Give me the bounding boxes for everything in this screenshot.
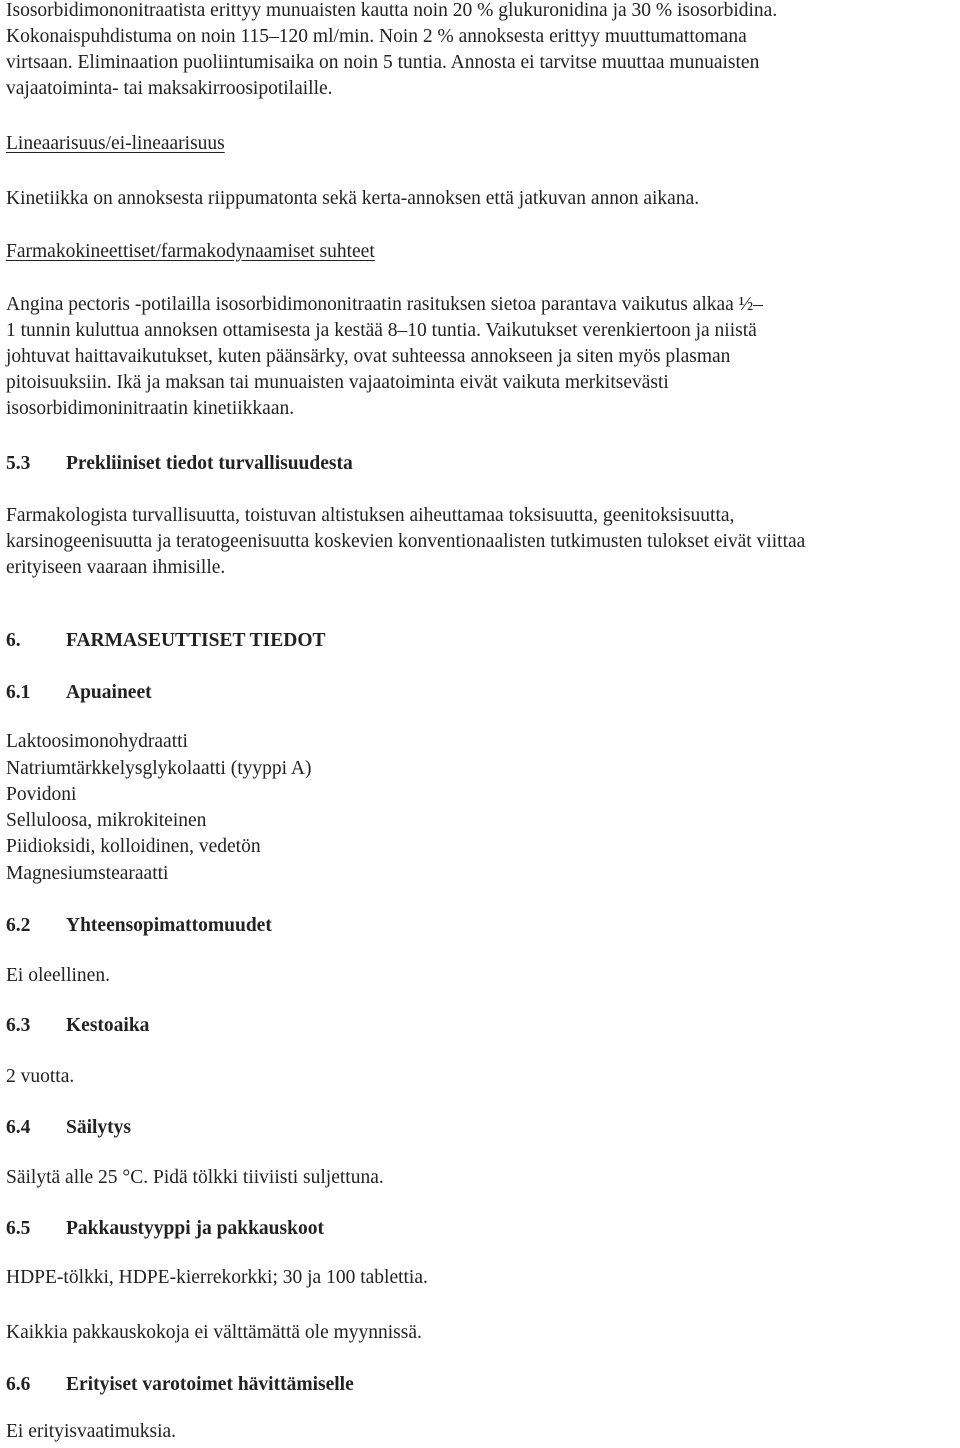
pkpd-heading: Farmakokineettiset/farmakodynaamiset suhteet xyxy=(6,241,375,262)
section-title: Kestoaika xyxy=(66,1015,150,1036)
excipient-item: Magnesiumstearaatti xyxy=(6,863,169,884)
section-number: 6.5 xyxy=(6,1218,31,1239)
linearity-heading: Lineaarisuus/ei-lineaarisuus xyxy=(6,133,225,154)
section-6-5-heading xyxy=(6,1216,324,1242)
pkpd-line: johtuvat haittavaikutukset, kuten päänsärky, ovat suhteessa annokseen ja siten myös plasman xyxy=(6,346,731,367)
section-6-4-text: Säilytä alle 25 °C. Pidä tölkki tiiviisti suljettuna. xyxy=(6,1167,384,1188)
section-6-4-heading xyxy=(6,1115,131,1141)
pkpd-line: Angina pectoris -potilailla isosorbidimononitraatin rasituksen sietoa parantava vaikutus alkaa ½– xyxy=(6,294,764,315)
section-6-1-heading xyxy=(6,680,152,706)
section-6-5-note: Kaikkia pakkauskokoja ei välttämättä ole myynnissä. xyxy=(6,1322,422,1343)
excipient-item: Laktoosimonohydraatti xyxy=(6,731,188,752)
section-title: Erityiset varotoimet hävittämiselle xyxy=(66,1374,354,1395)
section-number: 5.3 xyxy=(6,453,31,474)
section-5-3-line: karsinogeenisuutta ja teratogeenisuutta koskevien konventionaalisten tutkimusten tulokset eivät viittaa xyxy=(6,531,806,552)
section-title: Pakkaustyyppi ja pakkauskoot xyxy=(66,1218,324,1239)
pkpd-line: pitoisuuksiin. Ikä ja maksan tai munuaisten vajaatoiminta eivät vaikuta merkitsevästi xyxy=(6,372,669,393)
pkpd-line: isosorbidimoninitraatin kinetiikkaan. xyxy=(6,398,295,419)
section-6-5-text: HDPE-tölkki, HDPE-kierrekorkki; 30 ja 100 tablettia. xyxy=(6,1267,428,1288)
section-title: Yhteensopimattomuudet xyxy=(66,915,272,936)
excipient-item: Natriumtärkkelysglykolaatti (tyyppi A) xyxy=(6,758,312,779)
section-number: 6.6 xyxy=(6,1374,31,1395)
section-6-2-text: Ei oleellinen. xyxy=(6,965,110,986)
intro-line: virtsaan. Eliminaation puoliintumisaika on noin 5 tuntia. Annosta ei tarvitse muuttaa munuaisten xyxy=(6,52,760,73)
section-5-3-line: Farmakologista turvallisuutta, toistuvan altistuksen aiheuttamaa toksisuutta, geenitoksisuutta, xyxy=(6,505,735,526)
intro-line: vajaatoiminta- tai maksakirroosipotilaille. xyxy=(6,78,333,99)
section-6-6-heading xyxy=(6,1372,354,1398)
section-6-3-heading xyxy=(6,1013,149,1039)
pkpd-line: 1 tunnin kuluttua annoksen ottamisesta ja kestää 8–10 tuntia. Vaikutukset verenkiertoon ja niistä xyxy=(6,320,757,341)
excipient-item: Selluloosa, mikrokiteinen xyxy=(6,810,207,831)
section-6-6-text: Ei erityisvaatimuksia. xyxy=(6,1421,177,1442)
intro-line: Kokonaispuhdistuma on noin 115–120 ml/min. Noin 2 % annoksesta erittyy muuttumattomana xyxy=(6,26,747,47)
section-6-2-heading xyxy=(6,913,272,939)
intro-line: Isosorbidimononitraatista erittyy munuaisten kautta noin 20 % glukuronidina ja 30 % isosorbidina. xyxy=(6,0,778,21)
section-number: 6.1 xyxy=(6,682,31,703)
section-6-heading xyxy=(6,628,326,654)
excipient-item: Piidioksidi, kolloidinen, vedetön xyxy=(6,836,261,857)
section-number: 6.4 xyxy=(6,1117,31,1138)
section-title: FARMASEUTTISET TIEDOT xyxy=(66,630,326,651)
section-title: Säilytys xyxy=(66,1117,132,1138)
linearity-text: Kinetiikka on annoksesta riippumatonta sekä kerta-annoksen että jatkuvan annon aikana. xyxy=(6,188,700,209)
section-6-3-text: 2 vuotta. xyxy=(6,1066,75,1087)
section-5-3-line: erityiseen vaaraan ihmisille. xyxy=(6,557,226,578)
section-number: 6. xyxy=(6,630,21,651)
section-title: Apuaineet xyxy=(66,682,152,703)
excipient-item: Povidoni xyxy=(6,784,77,805)
section-number: 6.2 xyxy=(6,915,31,936)
section-number: 6.3 xyxy=(6,1015,31,1036)
section-5-3-heading xyxy=(6,451,353,477)
section-title: Prekliiniset tiedot turvallisuudesta xyxy=(66,453,353,474)
